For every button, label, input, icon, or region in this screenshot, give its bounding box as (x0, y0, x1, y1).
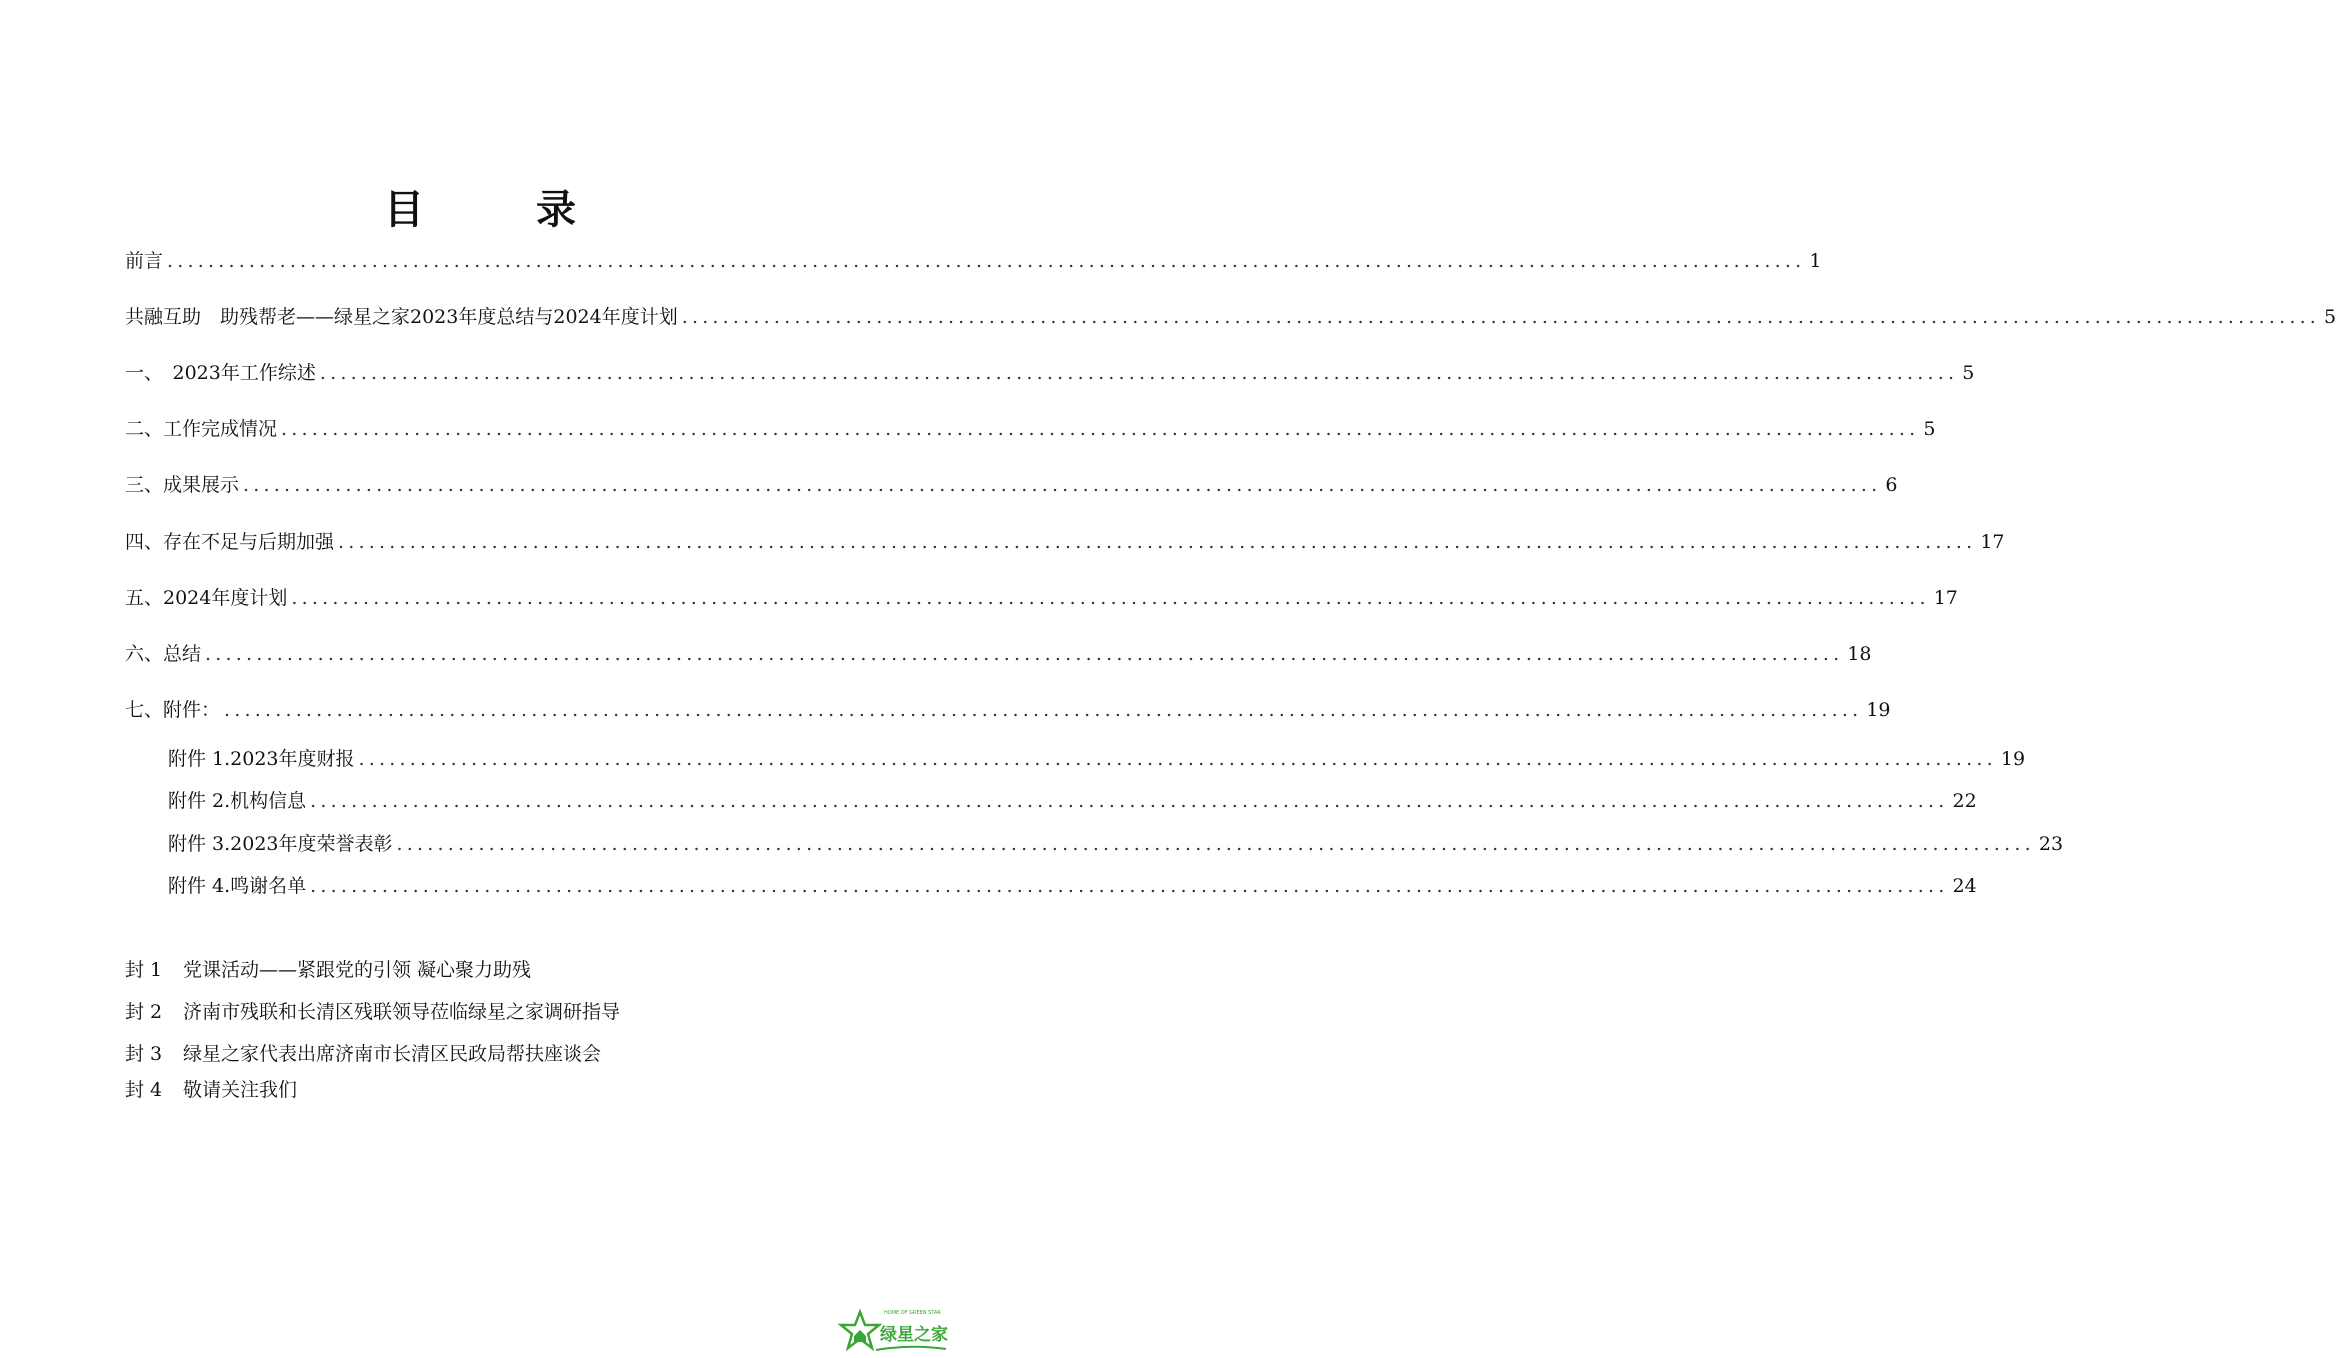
toc-subentry-page: 19 (2000, 748, 2026, 770)
page-title: 目 录 (384, 187, 612, 233)
logo-name: 绿星之家 (880, 1325, 948, 1345)
toc-entry[interactable] (125, 639, 1872, 667)
toc-entry-label: 七、附件： (125, 699, 221, 721)
toc-dot-leader: ................................................................................................................................................................ (243, 474, 1882, 496)
toc-entry-page: 5 (1923, 418, 1936, 440)
toc-dot-leader: ................................................................................................................................................................ (167, 250, 1806, 272)
toc-entry-page: 5 (1962, 362, 1975, 384)
toc-subentry[interactable] (168, 871, 1977, 899)
toc-subentry-page: 24 (1952, 875, 1977, 897)
toc-dot-leader: ................................................................................................................................................................ (681, 306, 2321, 328)
cover-text: 党课活动——紧跟党的引领 凝心聚力助残 (183, 959, 532, 981)
toc-entry[interactable] (125, 470, 1898, 498)
toc-entry-page: 18 (1847, 643, 1872, 665)
toc-entry-label: 前言 (125, 250, 164, 272)
toc-dot-leader: ................................................................................................................................................................ (358, 748, 1997, 770)
toc-dot-leader: ................................................................................................................................................................ (224, 699, 1863, 721)
toc-subentry-label: 附件 3.2023年度荣誉表彰 (168, 833, 393, 855)
cover-caption (125, 997, 620, 1024)
toc-subentry[interactable] (168, 786, 1977, 814)
toc-dot-leader: ................................................................................................................................................................ (310, 875, 1949, 897)
cover-key: 封 3 (125, 1043, 163, 1065)
logo-subtitle: HOME OF GREEN STAR (884, 1310, 941, 1316)
toc-subentry[interactable] (168, 829, 2064, 857)
cover-caption (125, 1039, 601, 1066)
toc-subentry[interactable] (168, 744, 2026, 772)
cover-caption (125, 1075, 297, 1102)
toc-entry-label: 四、存在不足与后期加强 (125, 531, 335, 553)
green-star-logo (840, 1308, 950, 1354)
star-house-icon (840, 1310, 880, 1352)
toc-subentry-page: 23 (2038, 833, 2064, 855)
toc-dot-leader: ................................................................................................................................................................ (396, 833, 2035, 855)
cover-text: 济南市残联和长清区残联领导莅临绿星之家调研指导 (183, 1001, 621, 1023)
cover-caption (125, 955, 531, 982)
toc-dot-leader: ................................................................................................................................................................ (205, 643, 1844, 665)
toc-entry[interactable] (125, 358, 1975, 386)
toc-subentry-label: 附件 1.2023年度财报 (168, 748, 355, 770)
toc-dot-leader: ................................................................................................................................................................ (281, 418, 1920, 440)
toc-entry-label: 六、总结 (125, 643, 202, 665)
toc-entry-page: 17 (1933, 587, 1958, 609)
cover-key: 封 1 (125, 959, 163, 981)
cover-text: 敬请关注我们 (183, 1079, 298, 1101)
toc-entry-page: 1 (1809, 250, 1822, 272)
toc-dot-leader: ................................................................................................................................................................ (319, 362, 1959, 384)
toc-dot-leader: ................................................................................................................................................................ (338, 531, 1977, 553)
toc-entry[interactable] (125, 246, 1822, 274)
toc-entry-label: 一、 2023年工作综述 (125, 362, 316, 384)
toc-subentry-label: 附件 4.鸣谢名单 (168, 875, 307, 897)
cover-text: 绿星之家代表出席济南市长清区民政局帮扶座谈会 (183, 1043, 602, 1065)
toc-entry[interactable] (125, 302, 2336, 330)
toc-entry[interactable] (125, 583, 1958, 611)
toc-entry-page: 6 (1885, 474, 1898, 496)
toc-entry[interactable] (125, 695, 1891, 723)
toc-subentry-page: 22 (1952, 790, 1977, 812)
toc-entry-page: 19 (1866, 699, 1891, 721)
toc-entry[interactable] (125, 527, 2005, 555)
toc-entry[interactable] (125, 414, 1936, 442)
toc-entry-label: 五、2024年度计划 (125, 587, 288, 609)
toc-entry-label: 三、成果展示 (125, 474, 240, 496)
toc-entry-page: 5 (2324, 306, 2336, 328)
toc-subentry-label: 附件 2.机构信息 (168, 790, 307, 812)
cover-key: 封 2 (125, 1001, 163, 1023)
toc-dot-leader: ................................................................................................................................................................ (310, 790, 1949, 812)
cover-key: 封 4 (125, 1079, 163, 1101)
toc-dot-leader: ................................................................................................................................................................ (291, 587, 1930, 609)
logo-swoosh (876, 1344, 946, 1352)
toc-entry-label: 二、工作完成情况 (125, 418, 278, 440)
toc-entry-label: 共融互助 助残帮老——绿星之家2023年度总结与2024年度计划 (125, 306, 678, 328)
toc-entry-page: 17 (1980, 531, 2005, 553)
